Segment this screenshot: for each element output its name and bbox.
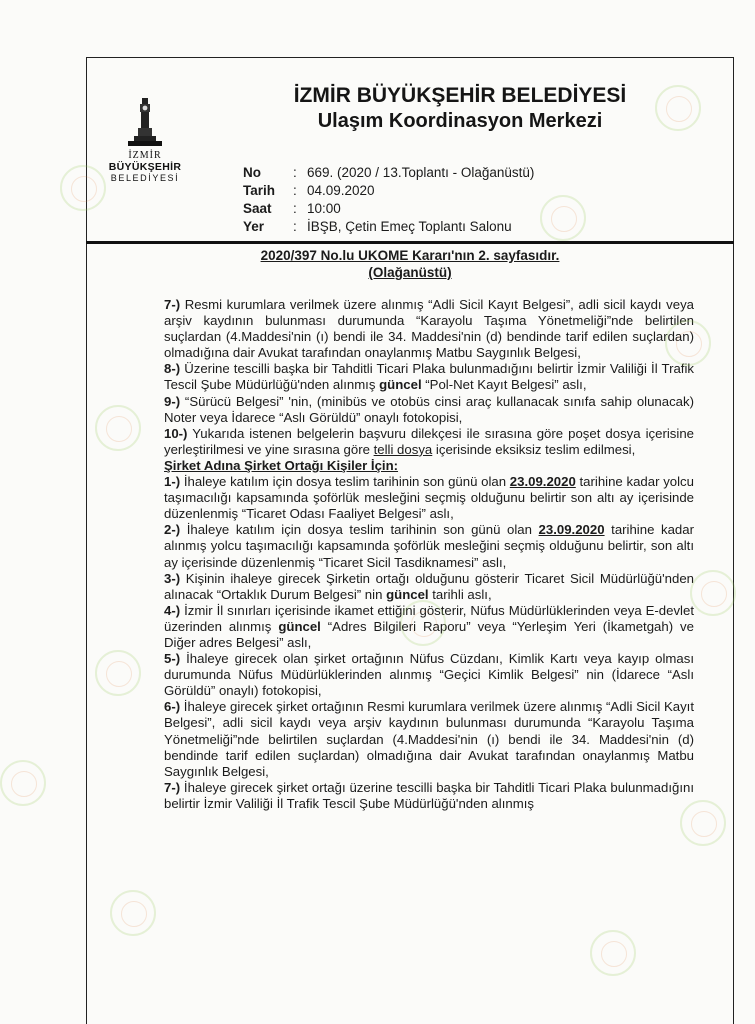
meta-row-place	[243, 218, 534, 236]
meta-label: Tarih	[243, 183, 276, 198]
document-title: İZMİR BÜYÜKŞEHİR BELEDİYESİ	[293, 84, 627, 107]
list-item: 4-) İzmir İl sınırları içerisinde ikamet ettiğini gösterir, Nüfus Müdürlüklerinden veya E-devlet üzerinden alınmış güncel “Adres Bilgileri Raporu” veya “Yerleşim Yeri (İkametgah) ve Diğer adres Belgesi” aslı,	[164, 602, 694, 650]
logo-text-buyuksehir: BÜYÜKŞEHİR	[108, 161, 182, 173]
header-divider	[86, 241, 734, 244]
meeting-meta	[243, 164, 534, 236]
meta-separator: :	[293, 219, 297, 234]
list-item: 7-) İhaleye girecek şirket ortağı üzerine tescilli başka bir Tahditli Ticari Plaka bulunmadığını belirtir İzmir Valiliği İl Trafik Tescil Şube Müdürlüğü'nden alınmış	[164, 779, 694, 811]
logo-text-belediyesi: BELEDİYESİ	[110, 173, 180, 183]
meta-label: Yer	[243, 219, 265, 234]
document-body	[164, 297, 694, 812]
list-item: 3-) Kişinin ihaleye girecek Şirketin ortağı olduğunu gösterir Ticaret Sicil Müdürlüğü'nden alınacak “Ortaklık Durum Belgesi” nin güncel tarihli aslı,	[164, 570, 694, 602]
list-item: 6-) İhaleye girecek şirket ortağının Resmi kurumlara verilmek üzere alınmış “Adli Sicil Kayıt Belgesi”, adli sicil kaydı veya arşiv kaydının bulunması durumunda “Karayolu Taşıma Yönetmeliği”nde belirtilen suçlardan (4.Maddesi'nin (ı) bendi ile 34. Maddesi'nin (d) bendinde tarif edilen suçlardan) olmadığına dair Avukat tarafından onaylanmış Matbu Saygınlık Belgesi,	[164, 699, 694, 779]
section-heading: Şirket Adına Şirket Ortağı Kişiler İçin:	[164, 457, 399, 473]
list-item: 10-) Yukarıda istenen belgelerin başvuru dilekçesi ile sırasına göre poşet dosya içerisine yerleştirilmesi ve yine sırasına göre telli dosya içerisinde eksiksiz teslim edilmesi,	[164, 425, 694, 457]
list-item: 7-) Resmi kurumlara verilmek üzere alınmış “Adli Sicil Kayıt Belgesi”, adli sicil kaydı veya arşiv kaydının bulunması durumunda “Karayolu Taşıma Yönetmeliği”nde belirtilen suçlardan (4.Maddesi'nin (ı) bendi ile 34. Maddesi'nin (d) bendinde tarif edilen suçlardan) olmadığına dair Avukat tarafından onaylanmış Matbu Saygınlık Belgesi,	[164, 297, 694, 361]
meta-row-no	[243, 164, 534, 182]
clock-tower-icon	[125, 96, 165, 150]
municipality-logo	[90, 96, 200, 196]
list-item: 5-) İhaleye girecek olan şirket ortağının Nüfus Cüzdanı, Kimlik Kartı veya kayıp olması durumunda Nüfus Müdürlüklerinden alınmış “Geçici Kimlik Belgesi” nin (İdarece “Aslı Görüldü” onaylı) fotokopisi,	[164, 651, 694, 699]
meta-value: İBŞB, Çetin Emeç Toplantı Salonu	[307, 219, 512, 234]
list-item: 8-) Üzerine tescilli başka bir Tahditli Ticari Plaka bulunmadığını belirtir İzmir Valiliği İl Trafik Tescil Şube Müdürlüğü'nden alınmış güncel “Pol-Net Kayıt Belgesi” aslı,	[164, 361, 694, 393]
meta-value: 10:00	[307, 201, 341, 216]
meta-separator: :	[293, 183, 297, 198]
meta-label: No	[243, 165, 261, 180]
document-subtitle: Ulaşım Koordinasyon Merkezi	[317, 110, 603, 132]
watermark-seal-icon	[0, 760, 46, 806]
meta-label: Saat	[243, 201, 272, 216]
meta-row-time	[243, 200, 534, 218]
logo-text-izmir: İZMİR	[128, 150, 162, 161]
decision-page-title: 2020/397 No.lu UKOME Kararı'nın 2. sayfasıdır.	[260, 248, 560, 263]
decision-page-type: (Olağanüstü)	[368, 265, 452, 280]
list-item: 2-) İhaleye katılım için dosya teslim tarihinin son günü olan 23.09.2020 tarihine kadar alınmış yolcu taşımacılığı kapsamında şoförlük mesleğini seçmiş olduğunu belirtir, son altı ay içerisinde düzenlenmiş “Ticaret Sicil Tasdiknamesi” aslı,	[164, 522, 694, 570]
meta-value: 04.09.2020	[307, 183, 375, 198]
meta-value: 669. (2020 / 13.Toplantı - Olağanüstü)	[307, 165, 535, 180]
meta-row-date	[243, 182, 534, 200]
list-item: 1-) İhaleye katılım için dosya teslim tarihinin son günü olan 23.09.2020 tarihine kadar yolcu taşımacılığı kapsamında şoförlük mesleğini seçmiş olduğunu belirtir son altı ay içerisinde düzenlenmiş “Ticaret Odası Faaliyet Belgesi” aslı,	[164, 474, 694, 522]
meta-separator: :	[293, 201, 297, 216]
list-item: 9-) “Sürücü Belgesi” 'nin, (minibüs ve otobüs cinsi araç kullanacak sınıfa sahip olunacak) Noter veya İdarece “Aslı Görüldü” onaylı fotokopisi,	[164, 393, 694, 425]
meta-separator: :	[293, 165, 297, 180]
